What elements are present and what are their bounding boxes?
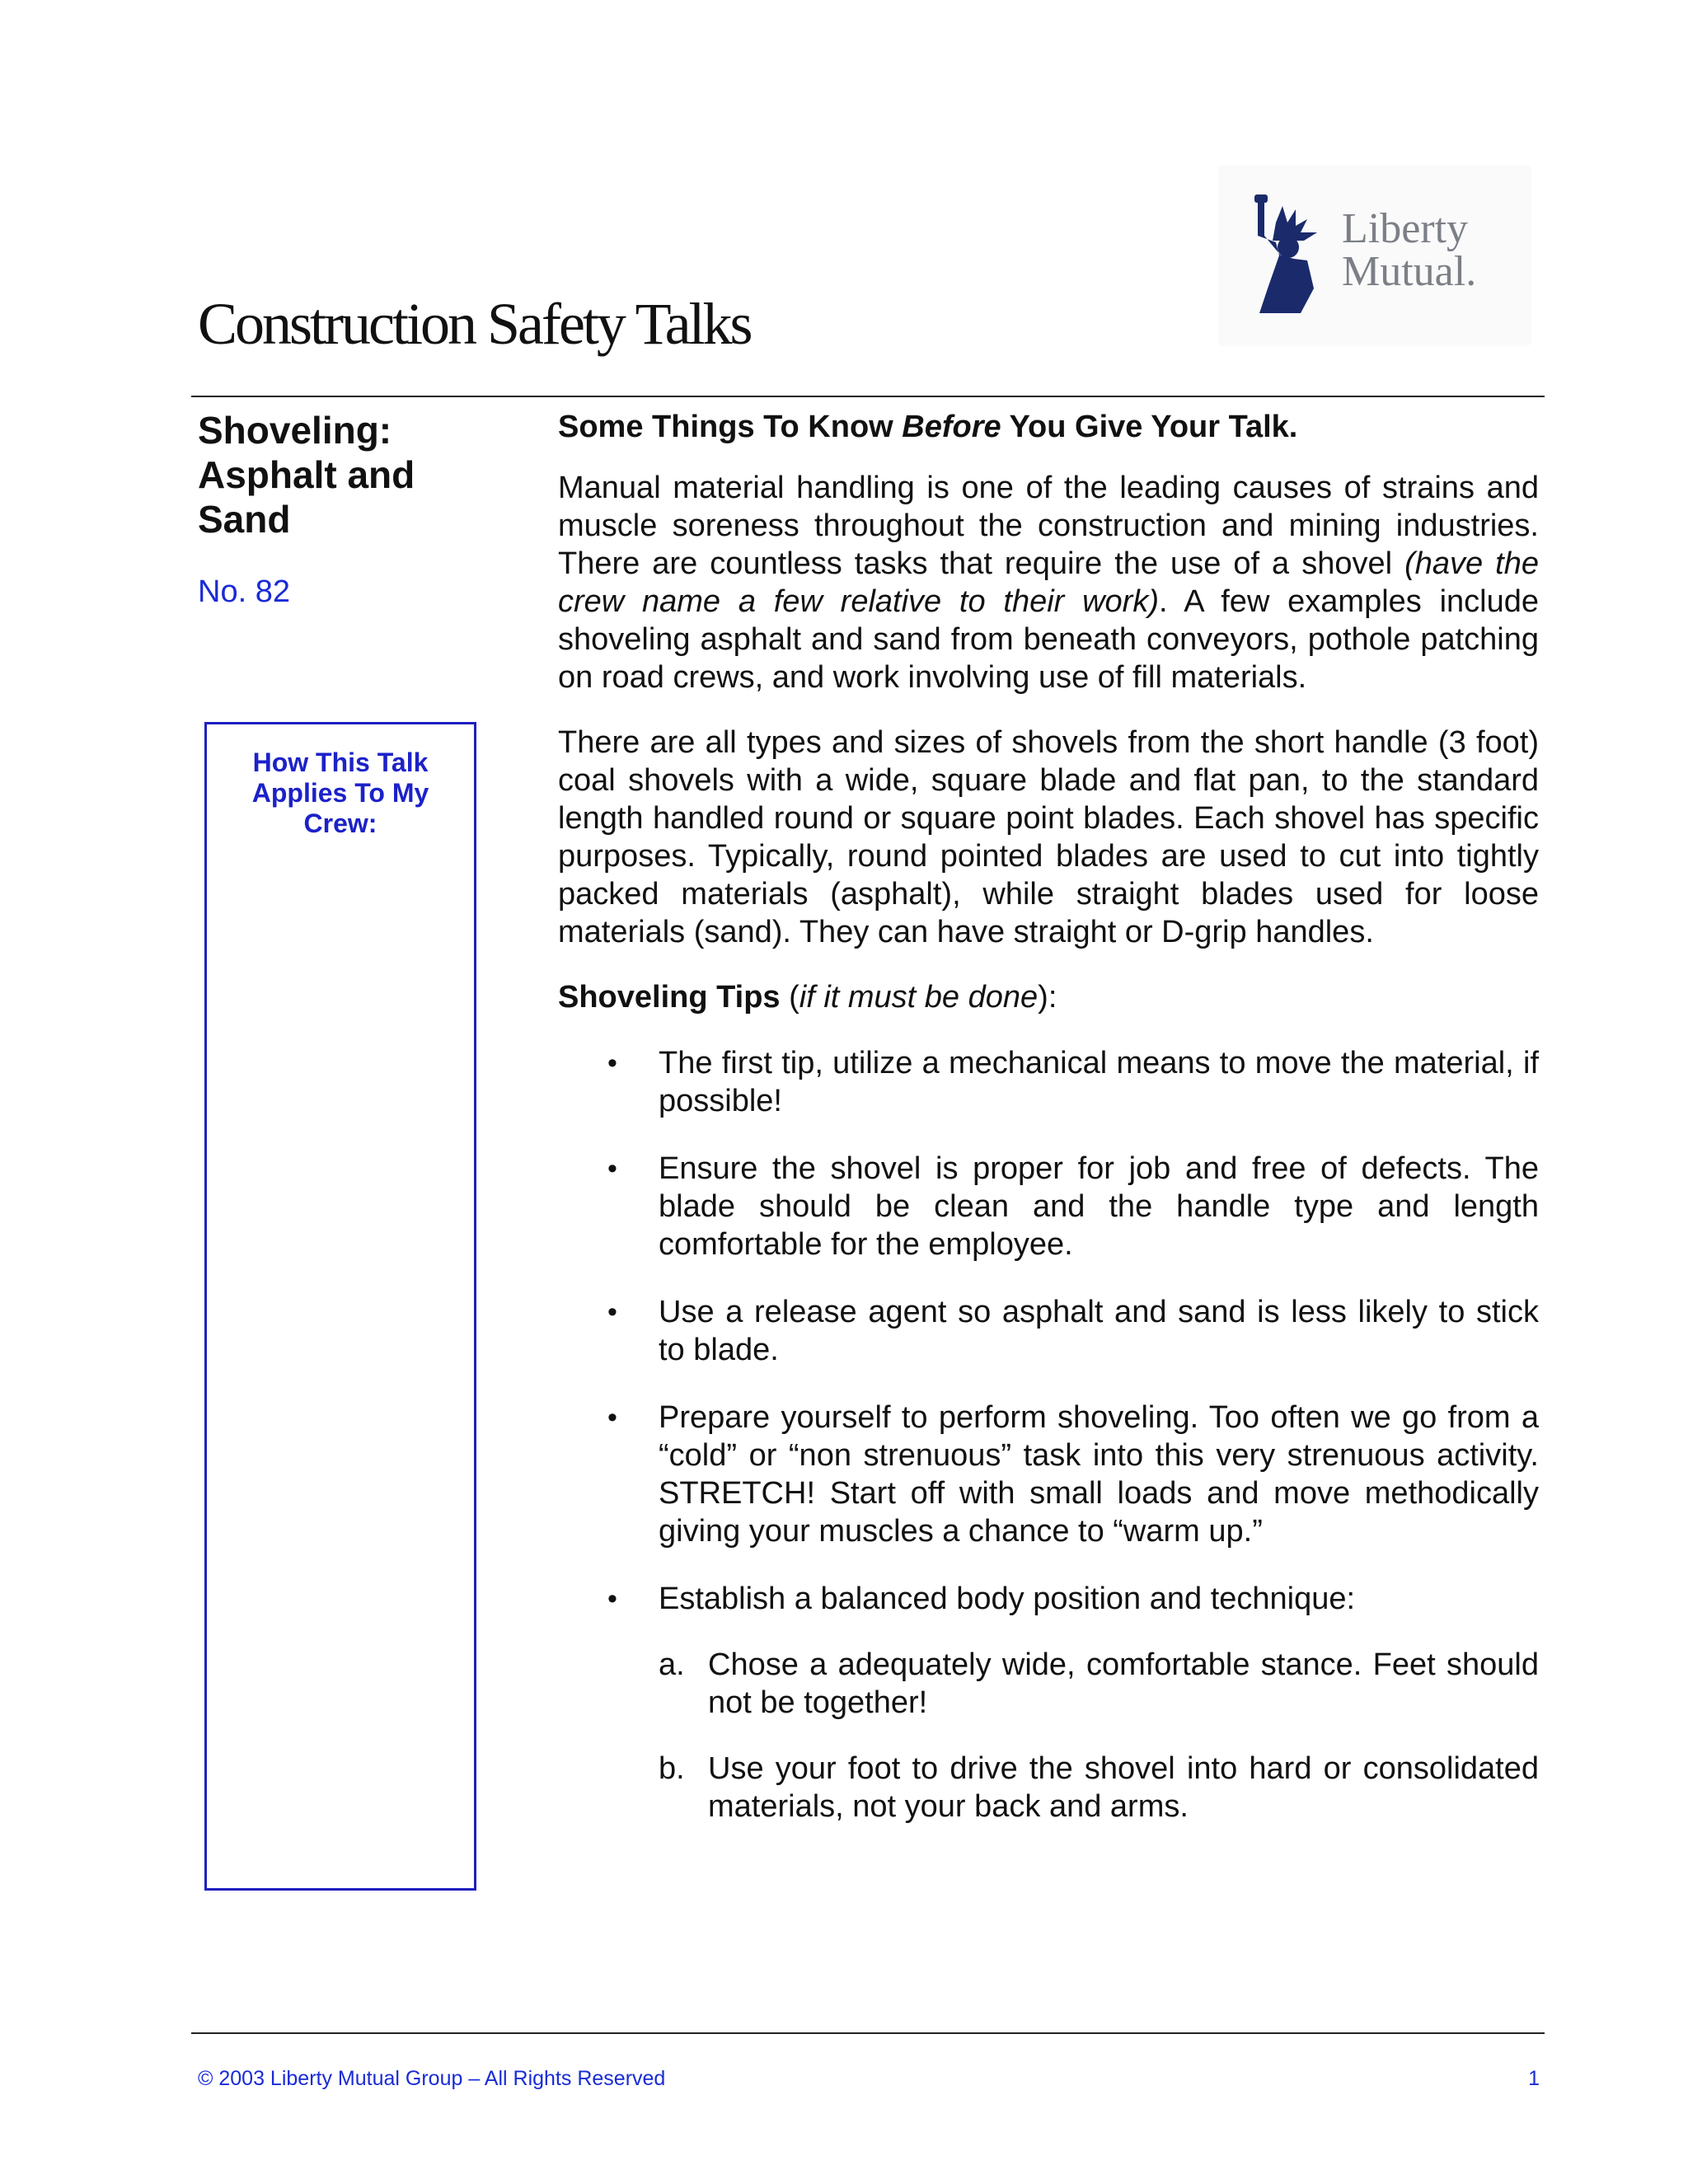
footer-divider (191, 2032, 1545, 2034)
topic-line: Asphalt and (198, 453, 415, 496)
topic-line: Shoveling: (198, 409, 392, 452)
crew-label-line: Applies To My (251, 778, 429, 808)
document-title: Construction Safety Talks (198, 291, 751, 357)
tips-heading-bold: Shoveling Tips (558, 980, 781, 1015)
list-item (558, 1399, 1539, 1550)
liberty-mutual-logo (1218, 165, 1531, 346)
bullet-icon: • (607, 1047, 617, 1079)
technique-sublist (558, 1646, 1539, 1825)
page-number: 1 (1528, 2067, 1540, 2090)
topic-line: Sand (198, 498, 291, 541)
talk-topic (198, 408, 470, 541)
talk-number: No. 82 (198, 574, 290, 609)
list-item (558, 1044, 1539, 1120)
sidebar (198, 408, 470, 610)
intro-heading-text: Some Things To Know (558, 410, 903, 444)
tip-text: Use a release agent so asphalt and sand is less likely to stick to blade. (659, 1295, 1539, 1367)
sub-item-marker: a. (659, 1647, 685, 1682)
tips-list (558, 1044, 1539, 1618)
sub-item-text: Chose a adequately wide, comfortable stance. Feet should not be together! (708, 1647, 1539, 1720)
intro-heading-text: You Give Your Talk. (1001, 410, 1298, 444)
crew-box-label (207, 748, 474, 839)
tips-heading (558, 978, 1539, 1016)
tip-text: Ensure the shovel is proper for job and free of defects. The blade should be clean and the handle type and length comfortable for the employee. (659, 1151, 1539, 1262)
statue-of-liberty-icon (1243, 190, 1334, 321)
header-divider (191, 396, 1545, 397)
logo-text-mutual: Mutual. (1342, 248, 1477, 295)
shovel-types-paragraph: There are all types and sizes of shovels from the short handle (3 foot) coal shovels with a wide, square blade and flat pan, to the standard length handled round or square point blades. Each shovel has specific purposes. Typically, round pointed blades are used to cut into tightly packed materials (asphalt), while straight blades used for loose materials (sand). They can have straight or D-grip handles. (558, 725, 1539, 949)
tips-heading-paren: ( (780, 980, 799, 1015)
list-item (558, 1580, 1539, 1618)
list-item (558, 1293, 1539, 1369)
sub-item-marker: b. (659, 1751, 685, 1786)
bullet-icon: • (607, 1583, 617, 1615)
footer (198, 2067, 1540, 2091)
sub-item-text: Use your foot to drive the shovel into hard or consolidated materials, not your back and arms. (708, 1751, 1539, 1824)
main-content (558, 408, 1539, 1854)
crew-label-line: How This Talk (252, 748, 429, 777)
logo-text-liberty: Liberty (1342, 205, 1469, 252)
bullet-icon: • (607, 1153, 617, 1184)
tip-text: Establish a balanced body position and technique: (659, 1582, 1356, 1616)
intro-paragraph (558, 469, 1539, 696)
tip-text: Prepare yourself to perform shoveling. Too often we go from a “cold” or “non strenuous” task into this very strenuous activity. STRETCH! Start off with small loads and move methodically giving your muscles a chance to “warm up.” (659, 1400, 1539, 1549)
list-item (558, 1750, 1539, 1825)
list-item (558, 1646, 1539, 1722)
tips-heading-italic: if it must be done (799, 980, 1039, 1015)
paragraph-italic: (have the crew name a few relative to their work) (558, 546, 1539, 619)
list-item (558, 1150, 1539, 1263)
paragraph-text: Manual material handling is one of the leading causes of strains and muscle soreness throughout the construction and mining industries. There are countless tasks that require the use of a shovel (558, 471, 1539, 581)
copyright-notice: © 2003 Liberty Mutual Group – All Rights Reserved (198, 2067, 666, 2090)
tip-text: The first tip, utilize a mechanical means to move the material, if possible! (659, 1046, 1539, 1118)
crew-label-line: Crew: (303, 808, 377, 838)
tips-heading-paren: ): (1038, 980, 1057, 1015)
intro-heading-emphasis: Before (902, 410, 1001, 444)
bullet-icon: • (607, 1402, 617, 1433)
crew-notes-box (204, 722, 476, 1891)
intro-heading (558, 408, 1539, 446)
paragraph-text: . A few examples include shoveling asphalt and sand from beneath conveyors, pothole patching on road crews, and work involving use of fill materials. (558, 584, 1539, 695)
bullet-icon: • (607, 1296, 617, 1328)
